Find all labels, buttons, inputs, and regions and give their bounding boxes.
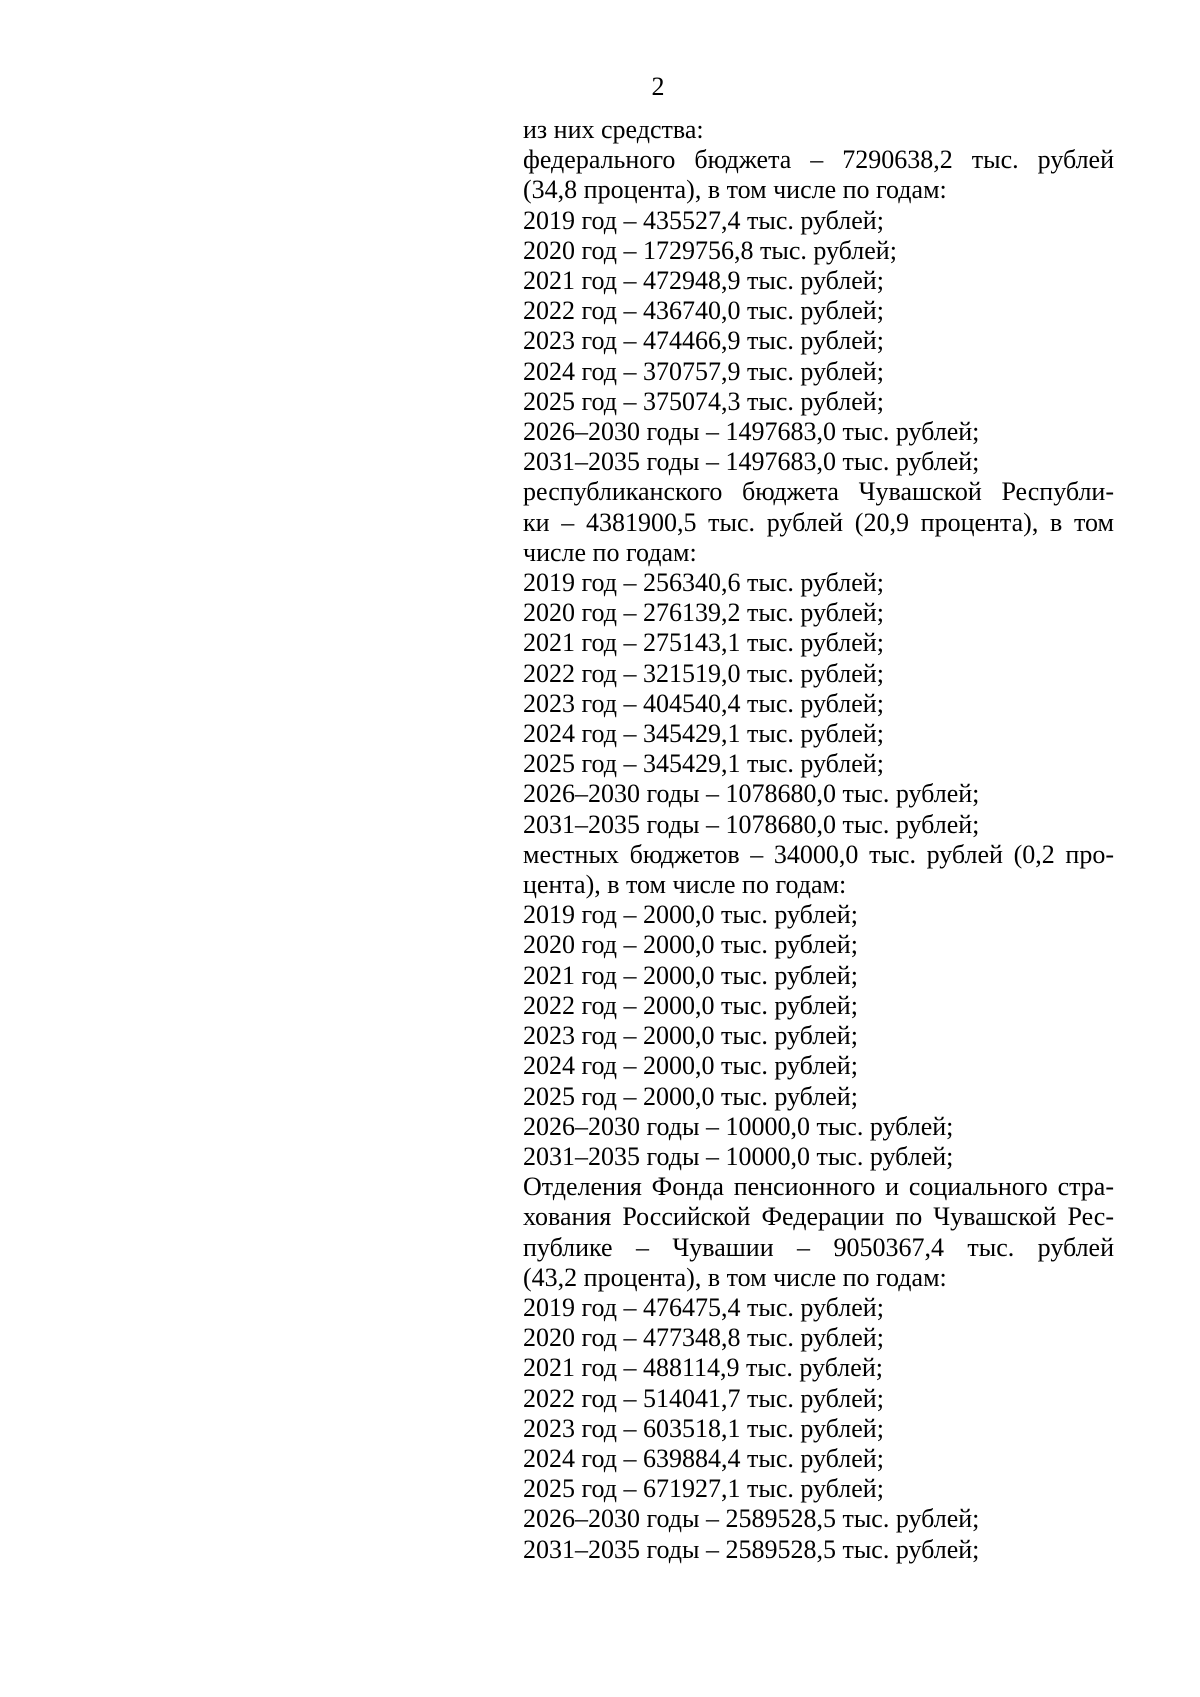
text-line: 2021 год – 472948,9 тыс. рублей; xyxy=(523,266,884,296)
text-line: 2023 год – 2000,0 тыс. рублей; xyxy=(523,1021,858,1051)
text-line: 2026–2030 годы – 2589528,5 тыс. рублей; xyxy=(523,1504,980,1534)
text-line: из них средства: xyxy=(523,115,704,144)
text-line: 2024 год – 370757,9 тыс. рублей; xyxy=(523,356,884,386)
text-line: 2022 год – 321519,0 тыс. рублей; xyxy=(523,658,884,688)
text-line: хования Российской Федерации по Чувашской Рес- xyxy=(523,1202,1114,1232)
text-line: 2022 год – 514041,7 тыс. рублей; xyxy=(523,1383,884,1413)
text-line: 2025 год – 345429,1 тыс. рублей; xyxy=(523,749,884,779)
text-line: местных бюджетов – 34000,0 тыс. рублей (0,2 про- xyxy=(523,839,1114,869)
text-line: 2023 год – 404540,4 тыс. рублей; xyxy=(523,688,884,718)
text-line: 2023 год – 474466,9 тыс. рублей; xyxy=(523,326,884,356)
text-line: (34,8 процента), в том числе по годам: xyxy=(523,175,947,205)
text-line: 2020 год – 276139,2 тыс. рублей; xyxy=(523,598,884,628)
text-line: 2020 год – 1729756,8 тыс. рублей; xyxy=(523,235,897,265)
text-line: 2021 год – 488114,9 тыс. рублей; xyxy=(523,1353,883,1383)
text-line: ки – 4381900,5 тыс. рублей (20,9 процента), в том xyxy=(523,507,1114,537)
text-line: Отделения Фонда пенсионного и социального стра- xyxy=(523,1172,1114,1202)
text-line: 2025 год – 375074,3 тыс. рублей; xyxy=(523,386,884,416)
document-body xyxy=(523,115,1114,1565)
text-line: (43,2 процента), в том числе по годам: xyxy=(523,1262,947,1292)
text-line: 2024 год – 2000,0 тыс. рублей; xyxy=(523,1051,858,1081)
text-line: 2031–2035 годы – 1078680,0 тыс. рублей; xyxy=(523,809,980,839)
text-line: 2031–2035 годы – 1497683,0 тыс. рублей; xyxy=(523,447,980,477)
text-line: 2031–2035 годы – 10000,0 тыс. рублей; xyxy=(523,1141,954,1171)
text-line: 2021 год – 275143,1 тыс. рублей; xyxy=(523,628,884,658)
text-line: цента), в том числе по годам: xyxy=(523,870,847,900)
text-line: 2019 год – 2000,0 тыс. рублей; xyxy=(523,900,858,930)
text-line: числе по годам: xyxy=(523,537,697,567)
text-line: 2019 год – 256340,6 тыс. рублей; xyxy=(523,568,884,598)
text-line: 2019 год – 476475,4 тыс. рублей; xyxy=(523,1292,884,1322)
text-line: 2020 год – 2000,0 тыс. рублей; xyxy=(523,930,858,960)
text-line: федерального бюджета – 7290638,2 тыс. рублей xyxy=(523,145,1114,175)
text-line: 2022 год – 436740,0 тыс. рублей; xyxy=(523,296,884,326)
text-line: 2025 год – 671927,1 тыс. рублей; xyxy=(523,1474,884,1504)
text-line: 2026–2030 годы – 1497683,0 тыс. рублей; xyxy=(523,417,980,447)
text-line: 2026–2030 годы – 10000,0 тыс. рублей; xyxy=(523,1111,954,1141)
text-line: 2026–2030 годы – 1078680,0 тыс. рублей; xyxy=(523,779,980,809)
page-number: 2 xyxy=(651,72,665,101)
text-line: 2025 год – 2000,0 тыс. рублей; xyxy=(523,1081,858,1111)
text-line: 2023 год – 603518,1 тыс. рублей; xyxy=(523,1413,884,1443)
text-line: 2031–2035 годы – 2589528,5 тыс. рублей; xyxy=(523,1534,980,1564)
text-line: 2019 год – 435527,4 тыс. рублей; xyxy=(523,205,884,235)
text-line: публике – Чувашии – 9050367,4 тыс. рублей xyxy=(523,1232,1114,1262)
text-line: республиканского бюджета Чувашской Республи- xyxy=(523,477,1114,507)
text-line: 2021 год – 2000,0 тыс. рублей; xyxy=(523,960,858,990)
text-line: 2022 год – 2000,0 тыс. рублей; xyxy=(523,990,858,1020)
text-line: 2020 год – 477348,8 тыс. рублей; xyxy=(523,1323,884,1353)
text-line: 2024 год – 639884,4 тыс. рублей; xyxy=(523,1443,884,1473)
text-line: 2024 год – 345429,1 тыс. рублей; xyxy=(523,719,884,749)
